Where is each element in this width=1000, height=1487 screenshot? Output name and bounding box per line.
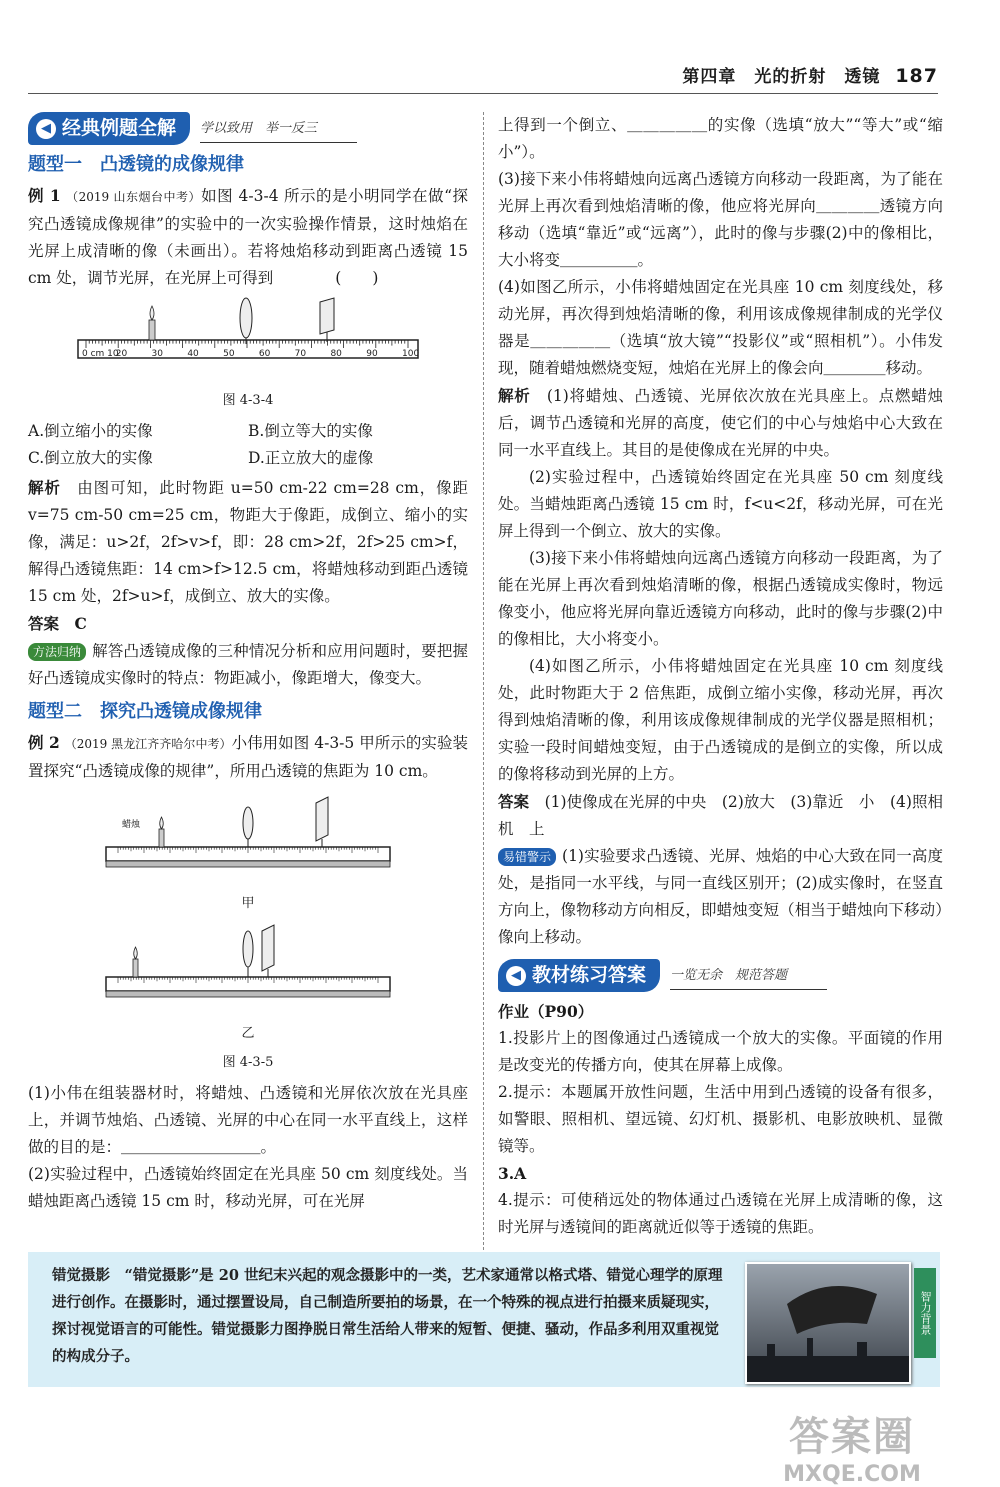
option-b: B.倒立等大的实像 bbox=[248, 422, 373, 440]
option-a: A.倒立缩小的实像 bbox=[28, 422, 153, 440]
options-grid bbox=[28, 418, 468, 472]
footer-title: 错觉摄影 bbox=[52, 1267, 110, 1284]
warning-tag: 易错警示 bbox=[498, 848, 556, 866]
lens-icon bbox=[243, 807, 253, 847]
screen-icon bbox=[262, 925, 274, 977]
screen-icon bbox=[316, 797, 328, 847]
example2-answer: 答案 (1)使像成在光屏的中央 (2)放大 (3)靠近 小 (4)照相机 上 bbox=[498, 792, 943, 838]
homework-item-3: 3.A bbox=[498, 1164, 527, 1183]
figure-4-3-4 bbox=[28, 296, 468, 385]
question-2-continued: 上得到一个倒立、＿＿＿＿＿的实像（选填“放大”“等大”或“缩小”）。 bbox=[498, 116, 943, 161]
question-2: (2)实验过程中，凸透镜始终固定在光具座 50 cm 刻度线处。当蜡烛距离凸透镜 15 cm 时，移动光屏，可在光屏 bbox=[28, 1165, 468, 1210]
header-rule bbox=[28, 93, 938, 94]
page-number: 187 bbox=[895, 65, 938, 87]
analysis-3: (3)接下来小伟将蜡烛向远离凸透镜方向移动一段距离，为了能在光屏上再次看到烛焰清晰的像，根据凸透镜成实像时，物远像变小，他应将光屏向靠近透镜方向移动，此时的像与步骤(2)中的像相比，大小将变小。 bbox=[498, 549, 943, 648]
ruler-label: 30 bbox=[151, 349, 164, 359]
question-1: (1)小伟在组装器材时，将蜡烛、凸透镜和光屏依次放在光具座上，并调节烛焰、凸透镜、光屏的中心在同一水平直线上，这样做的目的是：＿＿＿＿＿＿＿＿＿。 bbox=[28, 1084, 468, 1156]
type2-title: 题型二 探究凸透镜成像规律 bbox=[28, 701, 262, 722]
question-4: (4)如图乙所示，小伟将蜡烛固定在光具座 10 cm 刻度线处，移动光屏，再次得到烛焰清晰的像，利用该成像规律制成的光学仪器是＿＿＿＿＿（选填“放大镜”“投影仪”或“照相机”）。小伟发现，随着蜡烛燃烧变短，烛焰在光屏上的像会向＿＿＿＿移动。 bbox=[498, 278, 943, 377]
optical-bench-diagram bbox=[68, 296, 428, 376]
type1-title: 题型一 凸透镜的成像规律 bbox=[28, 154, 244, 175]
ruler-label: 100 bbox=[402, 349, 420, 359]
ruler-label: 70 bbox=[294, 349, 307, 359]
method-tag: 方法归纳 bbox=[28, 643, 86, 661]
example1-analysis: 解析 由图可知，此时物距 u=50 cm-22 cm=28 cm，像距v=75 cm-50 cm=25 cm，物距大于像距，成倒立、缩小的实像，满足：u>2f，2f>v>f，即：28 cm>2f，2f>25 cm>f，解得凸透镜焦距：14 cm>f>12.5 cm，将蜡烛移动到距凸透镜 15 cm 处，2f>u>f，成倒立、放大的实像。 bbox=[28, 478, 468, 605]
ruler-label: 50 bbox=[223, 349, 235, 359]
speaker-icon: ◀ bbox=[506, 966, 526, 986]
homework-item-4: 4.提示：可使稍远处的物体通过凸透镜在光屏上成清晰的像，这时光屏与透镜间的距离就近似等于透镜的焦距。 bbox=[498, 1191, 943, 1236]
error-warning: 易错警示 (1)实验要求凸透镜、光屏、烛焰的中心大致在同一高度处，是指同一水平线，与同一直线区别开；(2)成实像时，在竖直方向上，像物移动方向相反，即蜡烛变短（相当于蜡烛向下移动）像向上移动。 bbox=[498, 847, 943, 946]
analysis-1: 解析 (1)将蜡烛、凸透镜、光屏依次放在光具座上。点燃蜡烛后，调节凸透镜和光屏的高度，使它们的中心与烛焰中心大致在同一水平直线上。其目的是使像成在光屏的中央。 bbox=[498, 386, 943, 459]
banner-title: 经典例题全解 bbox=[62, 117, 177, 139]
homework-title: 作业（P90） bbox=[498, 1002, 594, 1021]
question-3: (3)接下来小伟将蜡烛向远离凸透镜方向移动一段距离，为了能在光屏上再次看到烛焰清晰的像，他应将光屏向＿＿＿＿透镜方向移动（选填“靠近”或“远离”），此时的像与步骤(2)中的像相比，大小将变＿＿＿＿＿。 bbox=[498, 170, 943, 269]
section-banner-examples bbox=[28, 112, 468, 145]
lens-icon bbox=[243, 931, 253, 977]
watermark: 答案圈 MXQE.COM bbox=[783, 1414, 921, 1487]
right-column bbox=[498, 112, 943, 1241]
ruler-label: 40 bbox=[187, 349, 199, 359]
ruler-label: 20 bbox=[115, 349, 128, 359]
candle-icon bbox=[133, 947, 138, 977]
homework-item-2: 2.提示：本题属开放性问题，生活中用到凸透镜的设备有很多，如警眼、照相机、望远镜、幻灯机、摄影机、电影放映机、显微镜等。 bbox=[498, 1083, 943, 1155]
example1-text: 例 1 （2019 山东烟台中考）如图 4-3-4 所示的是小明同学在做“探究凸透镜成像规律”的实验中的一次实验操作情景，这时烛焰在光屏上成清晰的像（未画出）。若将烛焰移动到距离凸透镜 15 cm 处，调节光屏，在光屏上可得到 ( ) bbox=[28, 186, 468, 287]
banner-subtitle: 一览无余 规范答题 bbox=[670, 962, 827, 990]
chapter-title: 第四章 光的折射 透镜 bbox=[682, 67, 881, 87]
homework-item-1: 1.投影片上的图像通过凸透镜成一个放大的实像。平面镜的作用是改变光的传播方向，使其在屏幕上成像。 bbox=[498, 1029, 943, 1074]
page-header bbox=[682, 62, 938, 87]
figure-caption-4-3-5: 图 4-3-5 bbox=[222, 1055, 274, 1070]
option-c: C.倒立放大的实像 bbox=[28, 449, 153, 467]
example1-answer: 答案 C bbox=[28, 614, 87, 633]
analysis-2: (2)实验过程中，凸透镜始终固定在光具座 50 cm 刻度线处。当蜡烛距离凸透镜 15 cm 时，f<u<2f，移动光屏，可在光屏上得到一个倒立、放大的实像。 bbox=[498, 468, 943, 540]
figure-caption-b: 乙 bbox=[241, 1026, 255, 1041]
option-d: D.正立放大的虚像 bbox=[248, 449, 374, 467]
figure-4-3-5-b bbox=[28, 921, 468, 1018]
method-summary: 方法归纳 解答凸透镜成像的三种情况分析和应用问题时，要把握好凸透镜成实像时的特点：物距减小，像距增大，像变大。 bbox=[28, 642, 468, 687]
section-banner-textbook bbox=[498, 959, 943, 992]
figure-caption-a: 甲 bbox=[241, 896, 255, 911]
candle-icon bbox=[149, 306, 155, 340]
ruler-label: 90 bbox=[366, 349, 378, 359]
banner-subtitle: 学以致用 举一反三 bbox=[200, 115, 357, 143]
footer-side-tab: 智力背景 bbox=[914, 1268, 936, 1358]
example2-text: 例 2 （2019 黑龙江齐齐哈尔中考）小伟用如图 4-3-5 甲所示的实验装置探究“凸透镜成像的规律”，所用凸透镜的焦距为 10 cm。 bbox=[28, 733, 468, 780]
column-divider bbox=[483, 112, 484, 1250]
ruler-label: 60 bbox=[258, 349, 271, 359]
analysis-4: (4)如图乙所示，小伟将蜡烛固定在光具座 10 cm 刻度线处，此时物距大于 2 倍焦距，成倒立缩小实像，移动光屏，再次得到烛焰清晰的像，利用该成像规律制成的光学仪器是照相机；实验一段时间蜡烛变短，由于凸透镜成的是倒立的实像，所以成的像将移动到光屏的上方。 bbox=[498, 657, 943, 783]
footer-text: 错觉摄影 “错觉摄影”是 20 世纪末兴起的观念摄影中的一类，艺术家通常以格式塔、错觉心理学的原理进行创作。在摄影时，通过摆置设局，自己制造所要拍的场景，在一个特殊的视点进行拍摄来质疑现实，探讨视觉语言的可能性。错觉摄影力图挣脱日常生活给人带来的短暂、便捷、骚动，作品多利用双重视觉的构成分子。 bbox=[52, 1267, 723, 1365]
illusion-photo bbox=[745, 1262, 911, 1384]
figure-caption-4-3-4: 图 4-3-4 bbox=[222, 393, 274, 408]
ruler-label: 80 bbox=[330, 349, 342, 359]
screen-icon bbox=[320, 298, 334, 342]
left-column bbox=[28, 112, 468, 1215]
banner-title: 教材练习答案 bbox=[532, 964, 647, 986]
speaker-icon: ◀ bbox=[36, 119, 56, 139]
candle-icon bbox=[159, 817, 164, 847]
lens-icon bbox=[240, 298, 252, 344]
ruler-label: 0 cm 10 bbox=[82, 349, 119, 359]
candle-label: 蜡烛 bbox=[122, 820, 141, 830]
figure-4-3-5-a bbox=[28, 789, 468, 888]
